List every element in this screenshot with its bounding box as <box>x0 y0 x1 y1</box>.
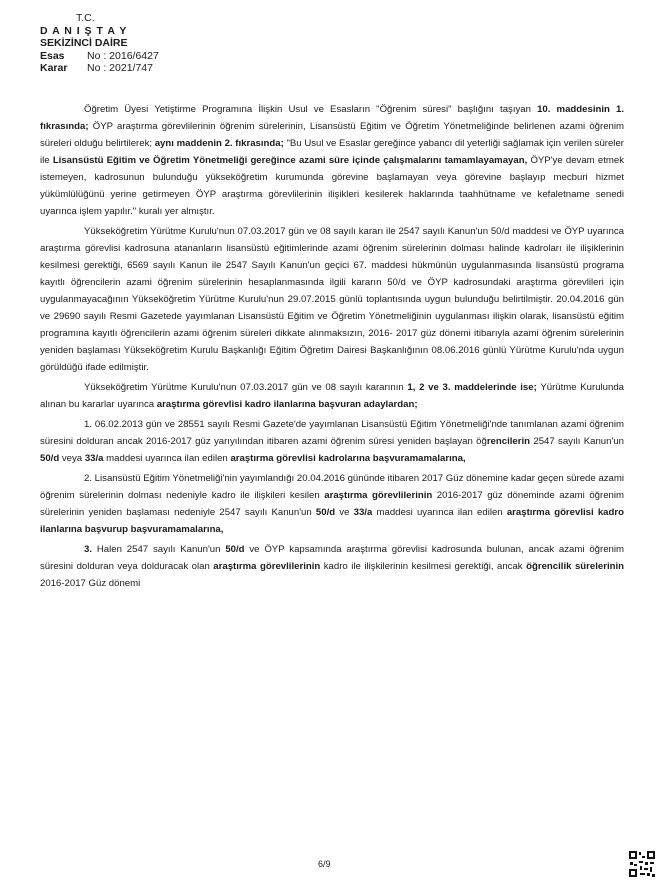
karar-row <box>40 62 159 75</box>
text-segment: 2547 sayılı Kanun'un <box>530 436 624 447</box>
court-name: D A N I Ş T A Y <box>40 24 128 37</box>
bold-text-segment: 33/a <box>353 507 373 518</box>
chamber-name: SEKİZİNCİ DAİRE <box>40 37 128 49</box>
text-segment: ve <box>335 507 354 518</box>
bold-text-segment: öğrencilik sürelerinin <box>526 561 625 572</box>
paragraph <box>40 379 624 413</box>
text-segment: Öğretim Üyesi Yetiştirme Programına İlişkin Usul ve Esasların "Öğrenim süresi" başlığını taşıyan <box>84 104 538 115</box>
text-segment: ve ÖYP kapsamında araştırma görevlisi kadrosunda bulunan, ancak azami öğrenim süresini dolduran veya dolduracak olan <box>40 544 624 572</box>
bold-text-segment: Lisansüstü Eğitim ve Öğretim Yönetmeliği gereğince azami süre içinde çalışmalarını tamamlayamayan, <box>52 155 528 166</box>
text-segment: 2016-2017 Güz dönemi <box>40 578 141 589</box>
bold-text-segment: 33/a <box>84 453 104 464</box>
text-segment: ÖYP'ye devam etmek istemeyen, kadrosunun bulunduğu yükseköğretim kurumunda görevine başlamayan veya görevine başlayıp mecburi hizmet yükümlülüğünü yerine getirmeyen ÖYP araştırma görevlilerinin ilişikleri kesilerek haklarında taahhütname ve kefaletname senedi uyarınca işlem yapılır." kuralı yer almıştır. <box>40 155 624 217</box>
bold-text-segment: araştırma görevlisi kadrolarına başvuramamalarına, <box>230 453 466 464</box>
text-segment: 1. 06.02.2013 gün ve 28551 sayılı Resmi Gazete'de yayımlanan Lisansüstü Eğitim Yönetmeliği'nde tanımlanan azami öğrenim süresini dolduran ancak 2016-2017 güz yarıyılından itibaren azami öğrenim süresi yeniden başlayan öğ <box>40 419 624 447</box>
paragraph <box>40 541 624 592</box>
bold-text-segment: araştırma görevlilerinin <box>213 561 321 572</box>
bold-text-segment: 3. <box>84 544 93 555</box>
bold-text-segment: 50/d <box>315 507 336 518</box>
bold-text-segment: 50/d <box>40 453 60 464</box>
text-segment: maddesi uyarınca ilan edilen <box>103 453 231 464</box>
text-segment: "Bu Usul ve Esaslar gereğince yabancı dil yeterliği sağlamak için verilen süreler ile <box>40 138 624 166</box>
bold-text-segment: 1, 2 ve 3. maddelerinde ise; <box>407 382 537 393</box>
document-header <box>40 12 159 75</box>
text-segment: kadro ile ilişkilerinin kesilmesi gerektiği, ancak <box>320 561 527 572</box>
esas-row <box>40 50 159 63</box>
page-number: 6/9 <box>318 859 331 869</box>
paragraph <box>40 470 624 538</box>
text-segment: Halen 2547 sayılı Kanun'un <box>92 544 226 555</box>
bold-text-segment: aynı maddenin 2. fıkrasında; <box>154 138 284 149</box>
text-segment: Yükseköğretim Yürütme Kurulu'nun 07.03.2017 gün ve 08 sayılı kararı ile 2547 sayılı Kanun'un 50/d maddesi ve ÖYP uyarınca araştırma görevlisi kadrosuna atananların lisansüstü eğitimlerinde azami öğrenim sürelerinin dolması halinde kadroları ile ilişiklerinin kesilmesi gerektiği, 6569 sayılı Kanun ile 2547 Sayılı Kanun'un geçici 67. maddesi hükmünün uygulanmasında lisansüstü programa kayıtlı öğrencilerin azami öğrenim sürelerinin hesaplanmasında ilgili kararın 50/d ve ÖYP kadrosundaki araştırma görevlileri için uygulanmayacağının Yükseköğretim Yürütme Kurulu'nun 29.07.2015 günlü toplantısında uygun bulunduğu belirtilmiştir. 20.04.2016 gün ve 29690 sayılı Resmi Gazetede yayımlanan Lisansüstü Eğitim ve Öğretim Yönetmeliğinin uygulanması ilişkin olarak, lisansüstü eğitim programına kayıtlı öğrencilerin azami öğrenim süreleri dikkate alınmaksızın, 2016- 2017 güz dönemi itibarıyla azami öğrenim sürelerinin yeniden başlaması Yükseköğretim Kurulu Başkanlığı Eğitim Öğretim Dairesi Başkanlığının 08.06.2016 günlü Yürütme Kurulu'nda uygun görüldüğü ifade edilmiştir. <box>40 226 624 373</box>
bold-text-segment: araştırma görevlisi kadro ilanlarına başvurup başvuramamalarına, <box>40 507 624 535</box>
text-segment: maddesi uyarınca ilan edilen <box>372 507 507 518</box>
bold-text-segment: rencilerin <box>486 436 531 447</box>
document-body <box>40 101 624 595</box>
paragraph <box>40 416 624 467</box>
text-segment: veya <box>59 453 85 464</box>
paragraph <box>40 223 624 376</box>
text-segment: 2016-2017 güz döneminde azami öğrenim sürelerinin yeniden başlaması nedeniyle 2547 sayılı Kanun'un <box>40 490 625 518</box>
text-segment: ÖYP araştırma görevlilerinin öğrenim sürelerinin, Lisansüstü Eğitim ve Öğretim Yönetmeliğinde belirlenen azami öğrenim süreleri olduğu belirtilerek; <box>40 121 624 149</box>
karar-label: Karar <box>40 62 68 74</box>
bold-text-segment: araştırma görevlisi kadro ilanlarına başvuran adaylardan; <box>156 399 418 410</box>
bold-text-segment: 50/d <box>225 544 245 555</box>
esas-label: Esas <box>40 49 65 62</box>
paragraph <box>40 101 624 220</box>
karar-value: No : 2021/747 <box>87 62 153 74</box>
qr-code-icon <box>628 850 656 878</box>
text-segment: Yükseköğretim Yürütme Kurulu'nun 07.03.2017 gün ve 08 sayılı kararının <box>84 382 408 393</box>
bold-text-segment: araştırma görevlilerinin <box>324 490 433 501</box>
text-segment: 2. Lisansüstü Eğitim Yönetmeliği'nin yayımlandığı 20.04.2016 gününde itibaren 2017 Güz dönemine kadar geçen sürede azami öğrenim sürelerinin dolması nedeniyle kadro ile ilişkileri kesilen <box>40 473 624 501</box>
esas-value: No : 2016/6427 <box>87 49 159 62</box>
header-tc: T.C. <box>76 12 95 24</box>
text-segment: Yürütme Kurulunda alınan bu kararlar uyarınca <box>40 382 625 410</box>
bold-text-segment: 10. maddesinin 1. fıkrasında; <box>40 104 625 132</box>
